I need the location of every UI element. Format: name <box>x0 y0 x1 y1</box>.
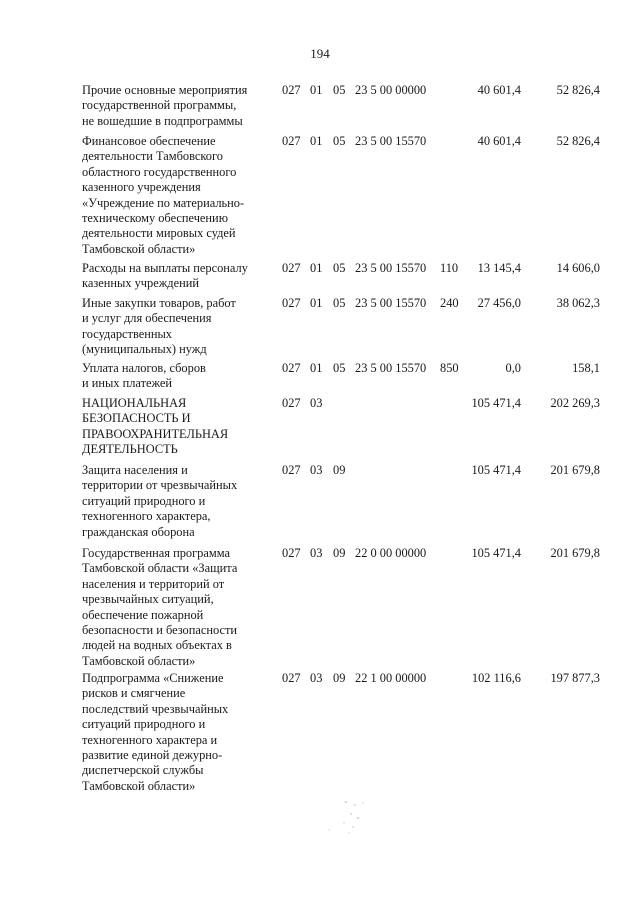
grbs-code: 027 <box>282 463 301 477</box>
row-name: Расходы на выплаты персоналу казенных учреждений <box>82 261 248 291</box>
row-name: НАЦИОНАЛЬНАЯ БЕЗОПАСНОСТЬ И ПРАВООХРАНИТЕЛЬНАЯ ДЕЯТЕЛЬНОСТЬ <box>82 396 229 457</box>
amount-year-2: 38 062,3 <box>556 296 600 310</box>
row-name: Иные закупки товаров, работ и услуг для обеспечения государственных (муниципальных) нужд <box>82 296 236 357</box>
grbs-code: 027 <box>282 134 301 148</box>
podrazdel-code: 05 <box>333 261 346 275</box>
page-number: 194 <box>310 46 330 61</box>
table-row <box>82 546 622 669</box>
grbs-code: 027 <box>282 546 301 560</box>
table-row <box>82 396 622 458</box>
row-name: Защита населения и территории от чрезвычайных ситуаций природного и техногенного характера, гражданская оборона <box>82 463 238 539</box>
razdel-code: 03 <box>310 671 323 685</box>
target-article-code: 23 5 00 15570 <box>355 296 427 310</box>
table-row <box>82 296 622 358</box>
razdel-code: 01 <box>310 361 323 375</box>
podrazdel-code: 05 <box>333 134 346 148</box>
row-name: Финансовое обеспечение деятельности Тамбовского областного государственного казенного учреждения «Учреждение по материально- техническому обеспечению деятельности мировых судей Тамбовской области» <box>82 134 245 256</box>
table-row <box>82 361 622 392</box>
podrazdel-code: 09 <box>333 546 346 560</box>
razdel-code: 01 <box>310 296 323 310</box>
table-row <box>82 134 622 257</box>
grbs-code: 027 <box>282 261 301 275</box>
amount-year-2: 14 606,0 <box>556 261 600 275</box>
row-name: Уплата налогов, сборов и иных платежей <box>82 361 206 391</box>
expense-type-code: 240 <box>440 296 459 310</box>
table-row <box>82 463 622 540</box>
target-article-code: 22 0 00 00000 <box>355 546 427 560</box>
grbs-code: 027 <box>282 396 301 410</box>
razdel-code: 03 <box>310 463 323 477</box>
scan-specks <box>322 796 382 846</box>
amount-year-2: 201 679,8 <box>550 546 600 560</box>
razdel-code: 01 <box>310 83 323 97</box>
razdel-code: 03 <box>310 546 323 560</box>
amount-year-1: 40 601,4 <box>477 134 521 148</box>
amount-year-1: 27 456,0 <box>477 296 521 310</box>
amount-year-1: 40 601,4 <box>477 83 521 97</box>
podrazdel-code: 05 <box>333 296 346 310</box>
target-article-code: 23 5 00 00000 <box>355 83 427 97</box>
table-row <box>82 261 622 292</box>
amount-year-2: 52 826,4 <box>556 134 600 148</box>
amount-year-1: 105 471,4 <box>471 546 521 560</box>
razdel-code: 01 <box>310 261 323 275</box>
target-article-code: 22 1 00 00000 <box>355 671 427 685</box>
table-row <box>82 671 622 794</box>
amount-year-1: 13 145,4 <box>477 261 521 275</box>
target-article-code: 23 5 00 15570 <box>355 361 427 375</box>
amount-year-2: 52 826,4 <box>556 83 600 97</box>
podrazdel-code: 09 <box>333 463 346 477</box>
podrazdel-code: 05 <box>333 361 346 375</box>
grbs-code: 027 <box>282 361 301 375</box>
target-article-code: 23 5 00 15570 <box>355 134 427 148</box>
razdel-code: 03 <box>310 396 323 410</box>
amount-year-2: 197 877,3 <box>550 671 600 685</box>
amount-year-1: 105 471,4 <box>471 396 521 410</box>
expense-type-code: 850 <box>440 361 459 375</box>
amount-year-1: 105 471,4 <box>471 463 521 477</box>
target-article-code: 23 5 00 15570 <box>355 261 427 275</box>
amount-year-1: 0,0 <box>505 361 521 375</box>
amount-year-2: 158,1 <box>572 361 600 375</box>
table-row <box>82 83 622 129</box>
row-name: Подпрограмма «Снижение рисков и смягчение последствий чрезвычайных ситуаций природного и техногенного характера и развитие единой дежурно- диспетчерской службы Тамбовской области» <box>82 671 229 793</box>
grbs-code: 027 <box>282 671 301 685</box>
amount-year-2: 202 269,3 <box>550 396 600 410</box>
amount-year-2: 201 679,8 <box>550 463 600 477</box>
row-name: Государственная программа Тамбовской области «Защита населения и территорий от чрезвычайных ситуаций, обеспечение пожарной безопасности и безопасности людей на водных объектах в Тамбовской области» <box>82 546 238 668</box>
podrazdel-code: 05 <box>333 83 346 97</box>
grbs-code: 027 <box>282 83 301 97</box>
amount-year-1: 102 116,6 <box>471 671 521 685</box>
expense-type-code: 110 <box>440 261 459 275</box>
razdel-code: 01 <box>310 134 323 148</box>
row-name: Прочие основные мероприятия государственной программы, не вошедшие в подпрограммы <box>82 83 248 128</box>
grbs-code: 027 <box>282 296 301 310</box>
podrazdel-code: 09 <box>333 671 346 685</box>
